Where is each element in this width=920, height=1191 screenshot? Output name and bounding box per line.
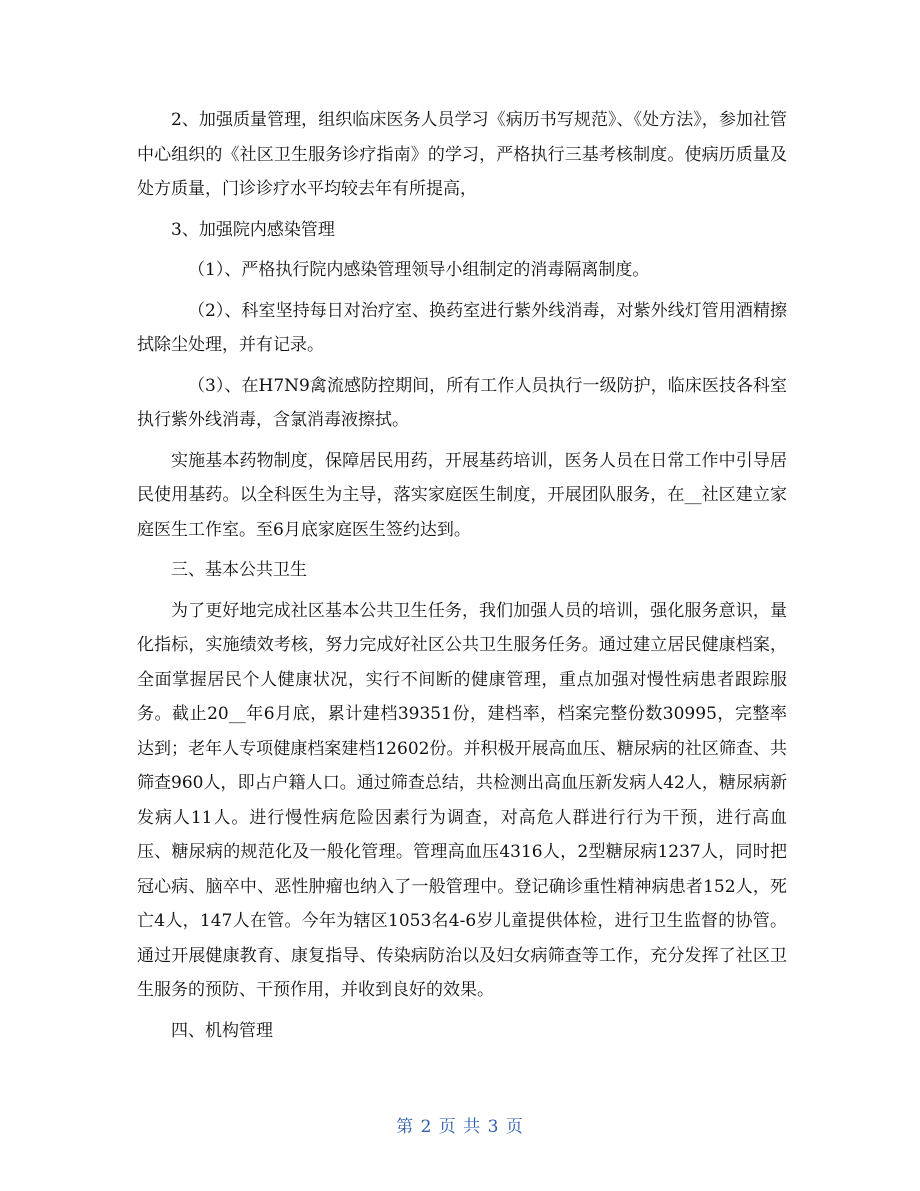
- paragraph-quality-management: 2、加强质量管理，组织临床医务人员学习《病历书写规范》、《处方法》，参加社管中心组织的《社区卫生服务诊疗指南》的学习，严格执行三基考核制度。使病历质量及处方质量，门诊诊疗水平均较去年有所提高，: [137, 110, 787, 199]
- paragraph-infection-item-2: （2）、科室坚持每日对治疗室、换药室进行紫外线消毒，对紫外线灯管用酒精擦拭除尘处理，并有记录。: [137, 300, 787, 355]
- section-heading-institution-management: 四、机构管理: [171, 1020, 273, 1041]
- paragraph-infection-item-3: （3）、在H7N9禽流感防控期间，所有工作人员执行一级防护，临床医技各科室执行紫外线消毒，含氯消毒液擦拭。: [137, 375, 787, 430]
- paragraph-essential-drugs: 实施基本药物制度，保障居民用药，开展基药培训，医务人员在日常工作中引导居民使用基药。以全科医生为主导，落实家庭医生制度，开展团队服务，在__社区建立家庭医生工作室。至6月底家庭医生签约达到。: [137, 450, 787, 540]
- paragraph-infection-management-heading: 3、加强院内感染管理: [171, 219, 335, 240]
- paragraph-infection-item-1: （1）、严格执行院内感染管理领导小组制定的消毒隔离制度。: [188, 260, 650, 280]
- section-heading-public-health: 三、基本公共卫生: [171, 560, 307, 580]
- paragraph-public-health-body: 为了更好地完成社区基本公共卫生任务，我们加强人员的培训，强化服务意识，量化指标，实施绩效考核，努力完成好社区公共卫生服务任务。通过建立居民健康档案，全面掌握居民个人健康状况，实行不间断的健康管理，重点加强对慢性病患者跟踪服务。截止20__年6月底，累计建档39351份，建档率，档案完整份数30995，完整率达到；老年人专项健康档案建档12602份。并积极开展高血压、糖尿病的社区筛查、共筛查960人，即占户籍人口。通过筛查总结，共检测出高血压新发病人42人，糖尿病新发病人11人。进行慢性病危险因素行为调查，对高危人群进行行为干预，进行高血压、糖尿病的规范化及一般化管理。管理高血压4316人，2型糖尿病1237人，同时把冠心病、脑卒中、恶性肿瘤也纳入了一般管理中。登记确诊重性精神病患者152人，死亡4人，147人在管。今年为辖区1053名4-6岁儿童提供体检，进行卫生监督的协管。通过开展健康教育、康复指导、传染病防治以及妇女病筛查等工作，充分发挥了社区卫生服务的预防、干预作用，并收到良好的效果。: [137, 600, 787, 1000]
- document-body: [137, 103, 787, 1048]
- page-number-footer: 第 2 页 共 3 页: [396, 1117, 524, 1137]
